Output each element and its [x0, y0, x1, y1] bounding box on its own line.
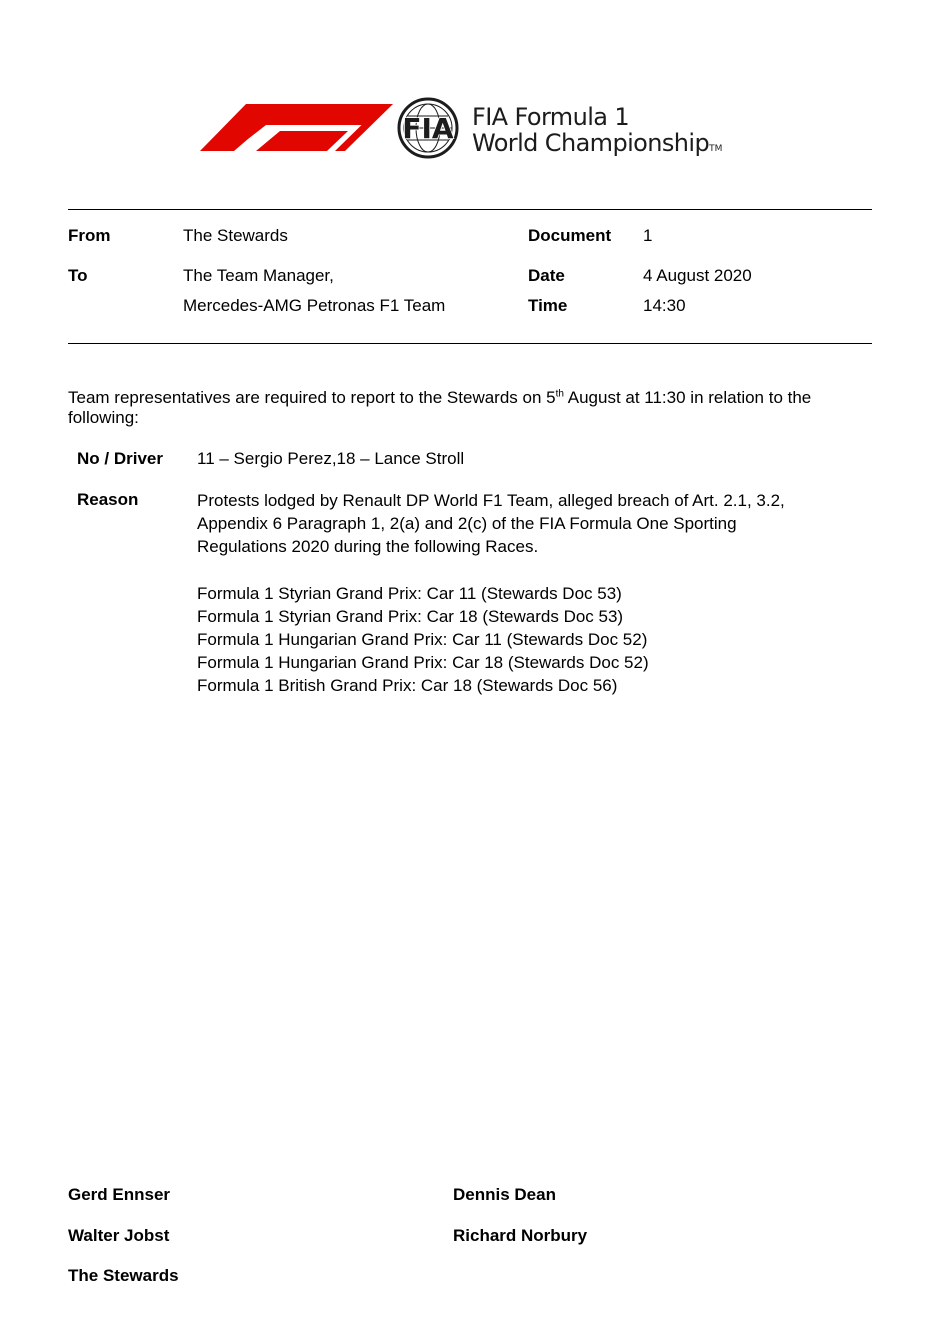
race-item: Formula 1 Styrian Grand Prix: Car 11 (Stewards Doc 53) — [197, 584, 622, 603]
logo-line-2 — [472, 130, 722, 162]
intro-text-start: Team representatives are required to report to the Stewards on 5 — [68, 388, 556, 407]
intro-paragraph — [68, 388, 858, 428]
to-label: To — [68, 266, 88, 285]
header-bottom-rule — [68, 343, 872, 344]
logo-line-1: FIA Formula 1 — [472, 103, 630, 131]
from-label: From — [68, 226, 111, 245]
reason-label: Reason — [77, 490, 139, 509]
race-item: Formula 1 Hungarian Grand Prix: Car 11 (Stewards Doc 52) — [197, 630, 648, 649]
steward-name: Gerd Ennser — [68, 1185, 171, 1204]
race-item: Formula 1 Hungarian Grand Prix: Car 18 (Stewards Doc 52) — [197, 653, 649, 672]
logo-wordmark — [472, 104, 722, 162]
f1-logo-icon — [198, 96, 398, 160]
to-value-line1: The Team Manager, — [183, 266, 334, 285]
logo-line-2-text: World Championship — [472, 129, 710, 157]
signature-footer: The Stewards — [68, 1266, 179, 1285]
reason-value: Protests lodged by Renault DP World F1 Team, alleged breach of Art. 2.1, 3.2, Appendix 6 Paragraph 1, 2(a) and 2(c) of the FIA Formula One Sporting Regulations 2020 during the following Races. — [197, 491, 785, 556]
intro-ordinal-suffix: th — [555, 388, 564, 400]
steward-name: Richard Norbury — [453, 1226, 588, 1245]
from-value: The Stewards — [183, 226, 288, 245]
time-label: Time — [528, 296, 568, 315]
date-value: 4 August 2020 — [643, 266, 752, 285]
races-list — [197, 582, 649, 697]
svg-text:FIA: FIA — [402, 112, 454, 145]
steward-name: Walter Jobst — [68, 1226, 170, 1245]
header-top-rule — [68, 209, 872, 210]
trademark: TM — [709, 144, 723, 154]
driver-value: 11 – Sergio Perez,18 – Lance Stroll — [197, 449, 465, 468]
race-item: Formula 1 British Grand Prix: Car 18 (Stewards Doc 56) — [197, 676, 618, 695]
intro-text-end: August at 11:30 in relation to the following: — [68, 388, 812, 427]
document-label: Document — [528, 226, 612, 245]
driver-label: No / Driver — [77, 449, 163, 468]
to-value-line2: Mercedes-AMG Petronas F1 Team — [183, 296, 446, 315]
steward-name: Dennis Dean — [453, 1185, 556, 1204]
date-label: Date — [528, 266, 565, 285]
f1-fia-logo — [198, 96, 758, 160]
time-value: 14:30 — [643, 296, 686, 315]
race-item: Formula 1 Styrian Grand Prix: Car 18 (Stewards Doc 53) — [197, 607, 624, 626]
document-value: 1 — [643, 226, 653, 245]
fia-emblem-icon — [386, 96, 470, 160]
